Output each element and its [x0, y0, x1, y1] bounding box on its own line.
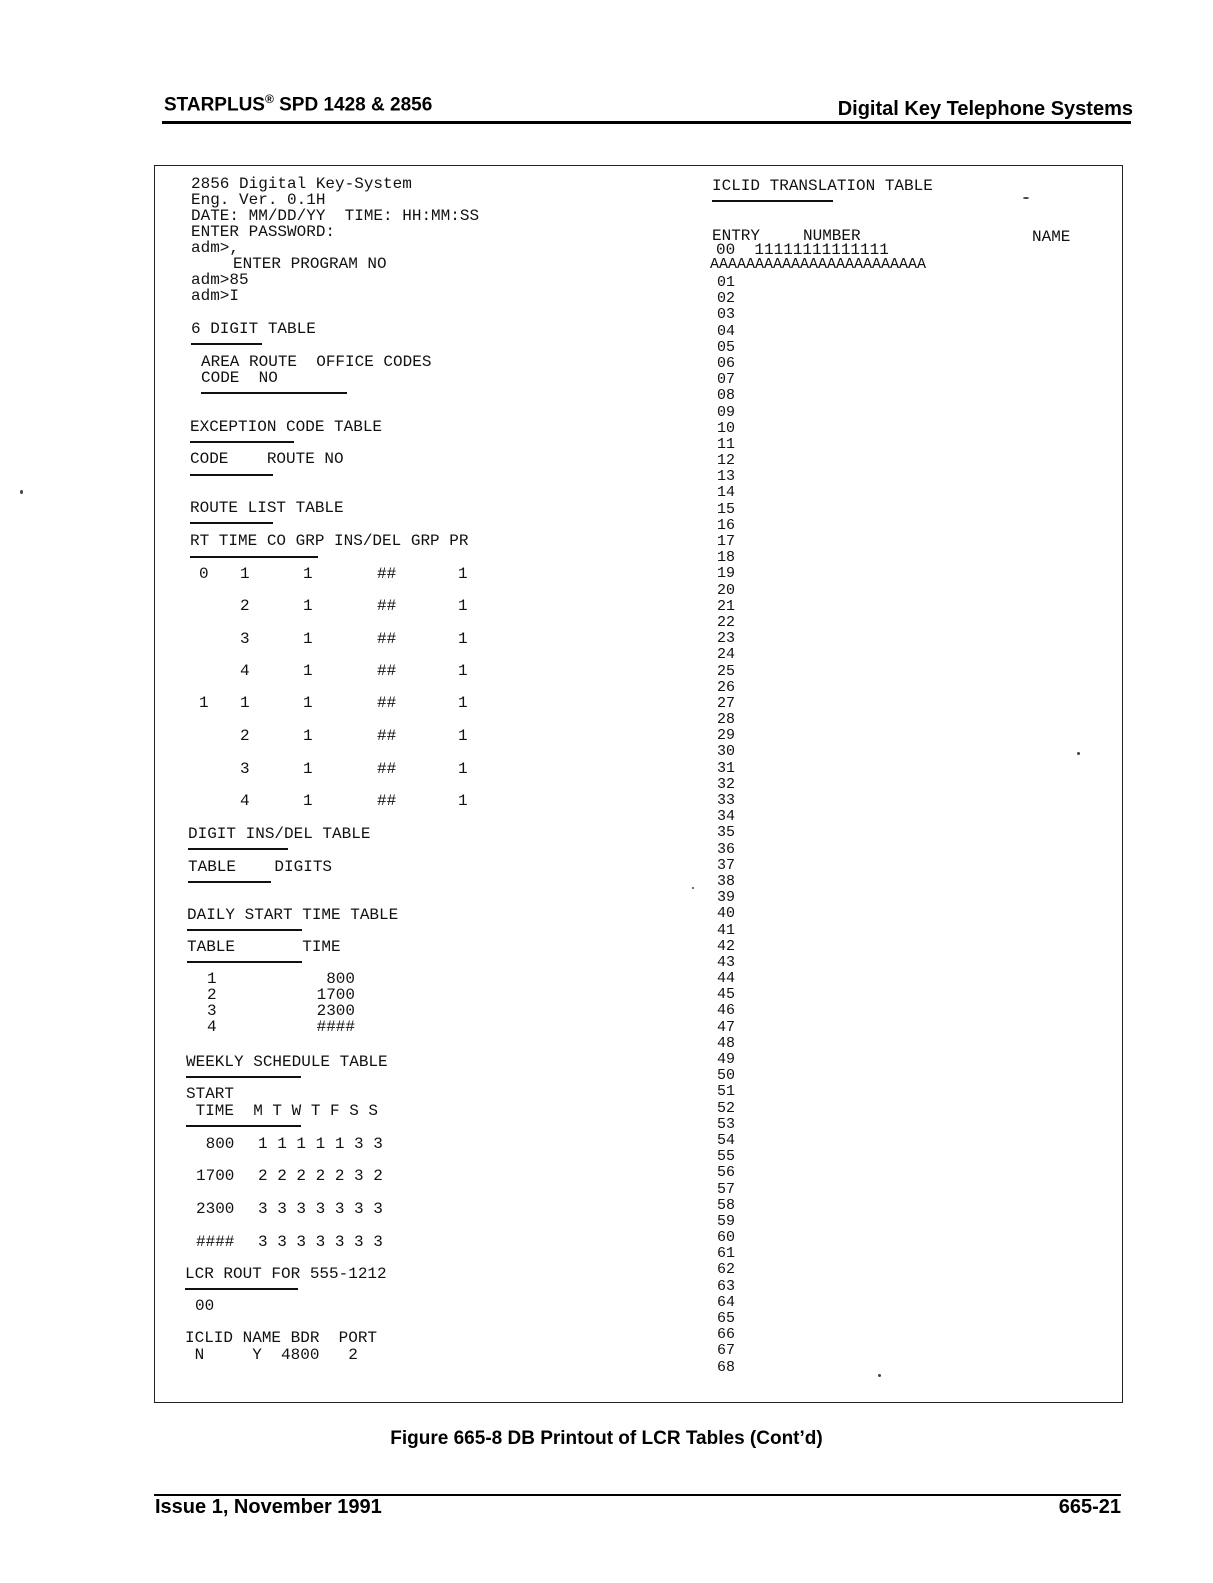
list-item: 63 — [717, 1277, 736, 1295]
route-list-title: ROUTE LIST TABLE — [190, 499, 344, 517]
engine-version: Eng. Ver. 0.1H — [191, 191, 326, 209]
daily-table-no: 4 — [207, 1018, 217, 1036]
list-item: 23 — [717, 630, 736, 648]
col-entry: ENTRY — [712, 227, 761, 245]
exception-title: EXCEPTION CODE TABLE — [190, 418, 383, 436]
list-item: 21 — [717, 597, 736, 615]
weekly-header-2: TIME M T W T F S S — [186, 1102, 379, 1120]
list-item: 32 — [717, 775, 736, 793]
model-name: SPD 1428 & 2856 — [273, 94, 433, 116]
list-item: 12 — [717, 452, 736, 470]
entry-list — [717, 275, 735, 1376]
list-item: 19 — [717, 565, 736, 583]
route-pr: 1 — [458, 597, 468, 615]
exception-header-underline — [190, 474, 273, 476]
daily-time: #### — [316, 1018, 355, 1036]
six-digit-header-underline — [201, 392, 347, 394]
route-pr: 1 — [458, 760, 468, 778]
list-item: 03 — [717, 306, 736, 324]
list-item: 57 — [717, 1180, 736, 1198]
registered-mark: ® — [264, 92, 274, 106]
scan-speck — [692, 887, 694, 889]
iclid-table-underline — [712, 200, 833, 202]
daily-table-no: 1 — [207, 970, 217, 988]
route-pr: 1 — [458, 630, 468, 648]
route-time: 3 — [240, 760, 250, 778]
daily-table-no: 3 — [207, 1002, 217, 1020]
weekly-days: 2 2 2 2 2 3 2 — [258, 1167, 383, 1185]
daily-start-underline — [187, 929, 302, 931]
route-pr: 1 — [458, 565, 468, 583]
route-time: 1 — [240, 694, 250, 712]
exception-header: CODE ROUTE NO — [190, 450, 344, 468]
list-item: 40 — [717, 905, 736, 923]
list-item: 61 — [717, 1245, 736, 1263]
list-item: 58 — [717, 1196, 736, 1214]
list-item: 41 — [717, 921, 736, 939]
route-time: 2 — [240, 727, 250, 745]
col-number: NUMBER — [803, 227, 861, 245]
list-item: 54 — [717, 1131, 736, 1149]
list-item: 67 — [717, 1342, 736, 1360]
list-item: 24 — [717, 646, 736, 664]
page-number: 665-21 — [1058, 1496, 1121, 1518]
weekly-days: 1 1 1 1 1 3 3 — [258, 1135, 383, 1153]
route-co-grp: 1 — [303, 760, 313, 778]
list-item: 22 — [717, 613, 736, 631]
list-item: 16 — [717, 516, 736, 534]
lcr-underline — [185, 1288, 298, 1290]
route-ins-del: ## — [377, 792, 397, 810]
route-rt: 0 — [199, 565, 209, 583]
list-item: 33 — [717, 792, 736, 809]
weekly-underline — [186, 1076, 301, 1078]
col-name: NAME — [1032, 228, 1071, 246]
weekly-days: 3 3 3 3 3 3 3 — [258, 1233, 383, 1251]
list-item: 29 — [717, 727, 736, 745]
list-item: 06 — [717, 354, 736, 372]
iclid-table-title: ICLID TRANSLATION TABLE — [712, 177, 933, 195]
route-co-grp: 1 — [303, 630, 313, 648]
list-item: 46 — [717, 1002, 736, 1020]
weekly-start: #### — [196, 1233, 235, 1251]
route-pr: 1 — [458, 727, 468, 745]
route-ins-del: ## — [377, 760, 397, 778]
list-item: 26 — [717, 678, 736, 696]
list-item: 43 — [717, 953, 736, 971]
route-time: 4 — [240, 792, 250, 810]
list-item: 48 — [717, 1034, 736, 1052]
route-co-grp: 1 — [303, 792, 313, 810]
list-item: 52 — [717, 1099, 736, 1117]
list-item: 18 — [717, 549, 736, 567]
header-title — [164, 92, 432, 116]
list-item: 20 — [717, 581, 736, 599]
list-item: 45 — [717, 986, 736, 1004]
list-item: 55 — [717, 1148, 736, 1166]
list-item: 01 — [717, 274, 736, 291]
list-item: 35 — [717, 824, 736, 842]
daily-start-header: TABLE TIME — [187, 938, 341, 956]
list-item: 28 — [717, 711, 736, 729]
entry-00-name: AAAAAAAAAAAAAAAAAAAAAAAA — [710, 256, 927, 273]
weekly-header-underline — [186, 1125, 301, 1127]
list-item: 62 — [717, 1261, 736, 1279]
route-list-header-underline — [190, 556, 318, 558]
route-ins-del: ## — [377, 662, 397, 680]
digit-insdel-header: TABLE DIGITS — [188, 858, 333, 876]
list-item: 05 — [717, 338, 736, 356]
list-item: 11 — [717, 435, 736, 453]
lcr-value: 00 — [195, 1297, 215, 1315]
list-item: 17 — [717, 533, 736, 550]
list-item: 65 — [717, 1310, 736, 1327]
list-item: 02 — [717, 290, 736, 308]
system-title: 2856 Digital Key-System — [191, 175, 412, 193]
daily-time: 2300 — [316, 1002, 355, 1020]
route-list-underline — [190, 522, 273, 524]
list-item: 36 — [717, 840, 736, 858]
enter-password-line: ENTER PASSWORD: — [191, 223, 336, 241]
route-time: 1 — [240, 565, 250, 583]
weekly-start: 2300 — [196, 1200, 235, 1218]
route-ins-del: ## — [377, 694, 397, 712]
six-digit-header-2: CODE NO — [201, 369, 278, 387]
list-item: 44 — [717, 970, 736, 988]
route-time: 3 — [240, 630, 250, 648]
lcr-title: LCR ROUT FOR 555-1212 — [185, 1265, 387, 1283]
route-co-grp: 1 — [303, 597, 313, 615]
list-item: 09 — [717, 403, 736, 421]
entry-00: 00 11111111111111 — [716, 241, 889, 259]
route-rt: 1 — [199, 694, 209, 712]
header-rule — [162, 121, 1131, 124]
route-time: 2 — [240, 597, 250, 615]
iclid-name-values: N Y 4800 2 — [185, 1346, 358, 1364]
adm-prompt: adm>, — [191, 239, 240, 257]
scan-speck — [20, 490, 23, 494]
list-item: 51 — [717, 1083, 736, 1101]
enter-program-line: ENTER PROGRAM NO — [233, 255, 387, 273]
footer-issue: Issue 1, November 1991 — [155, 1496, 382, 1518]
route-co-grp: 1 — [303, 662, 313, 680]
digit-insdel-underline — [188, 848, 288, 850]
weekly-title: WEEKLY SCHEDULE TABLE — [186, 1053, 388, 1071]
route-ins-del: ## — [377, 727, 397, 745]
list-item: 34 — [717, 808, 736, 826]
adm-i-line: adm>I — [191, 287, 240, 305]
adm-85-line: adm>85 — [191, 271, 249, 289]
list-item: 59 — [717, 1212, 736, 1230]
list-item: 53 — [717, 1115, 736, 1133]
digit-insdel-header-underline — [188, 881, 271, 883]
scan-speck — [1077, 752, 1080, 755]
list-item: 13 — [717, 468, 736, 486]
daily-table-no: 2 — [207, 986, 217, 1004]
list-item: 68 — [717, 1358, 736, 1376]
route-ins-del: ## — [377, 630, 397, 648]
iclid-name-header: ICLID NAME BDR PORT — [185, 1329, 378, 1347]
list-item: 47 — [717, 1018, 736, 1036]
list-item: 66 — [717, 1326, 736, 1344]
list-item: 39 — [717, 889, 736, 907]
route-list-header: RT TIME CO GRP INS/DEL GRP PR — [190, 532, 469, 550]
list-item: 27 — [717, 694, 736, 712]
list-item: 38 — [717, 872, 736, 890]
daily-time: 800 — [326, 970, 355, 988]
route-pr: 1 — [458, 792, 468, 810]
date-time-line: DATE: MM/DD/YY TIME: HH:MM:SS — [191, 207, 480, 225]
list-item: 07 — [717, 371, 736, 389]
list-item: 08 — [717, 387, 736, 405]
route-pr: 1 — [458, 662, 468, 680]
list-item: 50 — [717, 1067, 736, 1085]
route-ins-del: ## — [377, 597, 397, 615]
weekly-days: 3 3 3 3 3 3 3 — [258, 1200, 383, 1218]
list-item: 60 — [717, 1229, 736, 1247]
list-item: 42 — [717, 937, 736, 955]
list-item: 15 — [717, 500, 736, 518]
route-ins-del: ## — [377, 565, 397, 583]
list-item: 64 — [717, 1293, 736, 1311]
brand-name: STARPLUS — [164, 94, 265, 116]
six-digit-title: 6 DIGIT TABLE — [191, 320, 316, 338]
list-item: 31 — [717, 759, 736, 777]
figure-caption: Figure 665-8 DB Printout of LCR Tables (Cont’d) — [390, 1428, 823, 1449]
list-item: 30 — [717, 743, 736, 761]
weekly-start: 800 — [196, 1135, 235, 1153]
list-item: 49 — [717, 1051, 736, 1068]
list-item: 04 — [717, 322, 736, 340]
header-right: Digital Key Telephone Systems — [837, 98, 1133, 120]
route-time: 4 — [240, 662, 250, 680]
list-item: 37 — [717, 856, 736, 874]
weekly-start: 1700 — [196, 1167, 235, 1185]
route-co-grp: 1 — [303, 694, 313, 712]
exception-underline — [190, 441, 294, 443]
route-co-grp: 1 — [303, 727, 313, 745]
six-digit-underline — [191, 343, 262, 345]
list-item: 56 — [717, 1164, 736, 1182]
route-pr: 1 — [458, 694, 468, 712]
daily-start-title: DAILY START TIME TABLE — [187, 906, 399, 924]
scan-speck — [878, 1374, 881, 1377]
route-co-grp: 1 — [303, 565, 313, 583]
scan-speck — [1023, 197, 1029, 199]
list-item: 10 — [717, 419, 736, 437]
list-item: 14 — [717, 484, 736, 502]
digit-insdel-title: DIGIT INS/DEL TABLE — [188, 825, 371, 843]
list-item: 25 — [717, 662, 736, 680]
daily-start-header-underline — [187, 961, 302, 963]
weekly-header-1: START — [186, 1085, 235, 1103]
daily-time: 1700 — [316, 986, 355, 1004]
six-digit-header-1: AREA ROUTE OFFICE CODES — [201, 353, 432, 371]
